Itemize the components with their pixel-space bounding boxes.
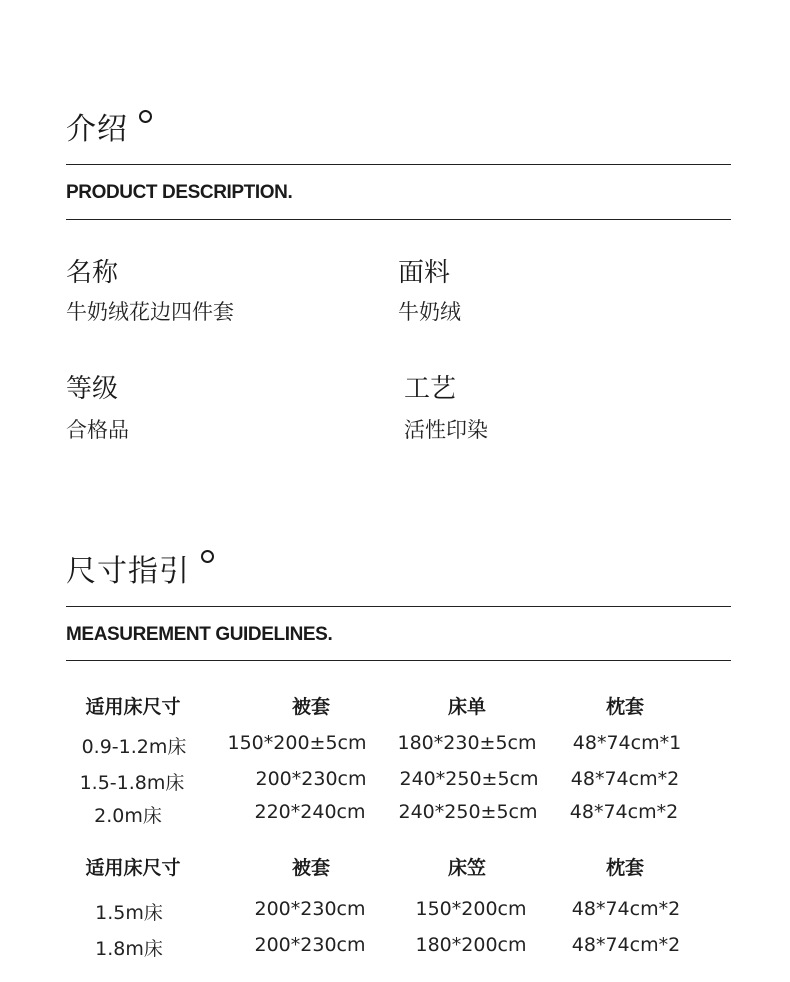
table1-header-sheet: 床单 (447, 696, 486, 718)
field-label-fabric: 面料 (398, 258, 451, 288)
field-label-craft: 工艺 (404, 374, 457, 404)
divider (66, 219, 731, 220)
table-cell: 48*74cm*2 (571, 934, 681, 956)
table-cell: 240*250±5cm (398, 801, 538, 823)
table-cell: 200*230cm (254, 898, 366, 920)
degree-mark-icon (201, 550, 214, 563)
table1-header-pillowcase: 枕套 (605, 696, 644, 718)
degree-mark-icon (139, 110, 152, 123)
table1-header-duvet: 被套 (291, 696, 330, 718)
table-cell: 200*230cm (255, 768, 367, 790)
table-cell: 48*74cm*2 (570, 768, 680, 790)
intro-subtitle: PRODUCT DESCRIPTION. (66, 182, 293, 203)
table-cell: 1.5m床 (95, 902, 163, 924)
size-title: 尺寸指引 (66, 554, 190, 589)
size-subtitle: MEASUREMENT GUIDELINES. (66, 624, 333, 645)
table2-header-bed-size: 适用床尺寸 (85, 857, 181, 879)
field-value-grade: 合格品 (66, 418, 129, 442)
table-cell: 240*250±5cm (399, 768, 539, 790)
table-cell: 0.9-1.2m床 (81, 736, 187, 758)
table-cell: 48*74cm*2 (569, 801, 679, 823)
table-cell: 1.8m床 (95, 938, 163, 960)
table1-header-bed-size: 适用床尺寸 (85, 696, 181, 718)
table-cell: 200*230cm (254, 934, 366, 956)
field-label-name: 名称 (66, 258, 119, 288)
table-cell: 150*200±5cm (227, 732, 367, 754)
table-cell: 48*74cm*1 (572, 732, 682, 754)
field-value-fabric: 牛奶绒 (398, 300, 461, 324)
table-cell: 220*240cm (254, 801, 366, 823)
divider (66, 164, 731, 165)
field-label-grade: 等级 (66, 374, 119, 404)
divider (66, 660, 731, 661)
field-value-craft: 活性印染 (404, 418, 488, 442)
table-cell: 150*200cm (415, 898, 527, 920)
table-cell: 180*200cm (415, 934, 527, 956)
table2-header-duvet: 被套 (291, 857, 330, 879)
table-cell: 180*230±5cm (397, 732, 537, 754)
table2-header-pillowcase: 枕套 (605, 857, 644, 879)
table2-header-fitted-sheet: 床笠 (447, 857, 486, 879)
table-cell: 48*74cm*2 (571, 898, 681, 920)
field-value-name: 牛奶绒花边四件套 (66, 300, 234, 324)
divider (66, 606, 731, 607)
intro-title: 介绍 (66, 112, 128, 147)
table-cell: 2.0m床 (94, 805, 162, 827)
table-cell: 1.5-1.8m床 (79, 772, 185, 794)
